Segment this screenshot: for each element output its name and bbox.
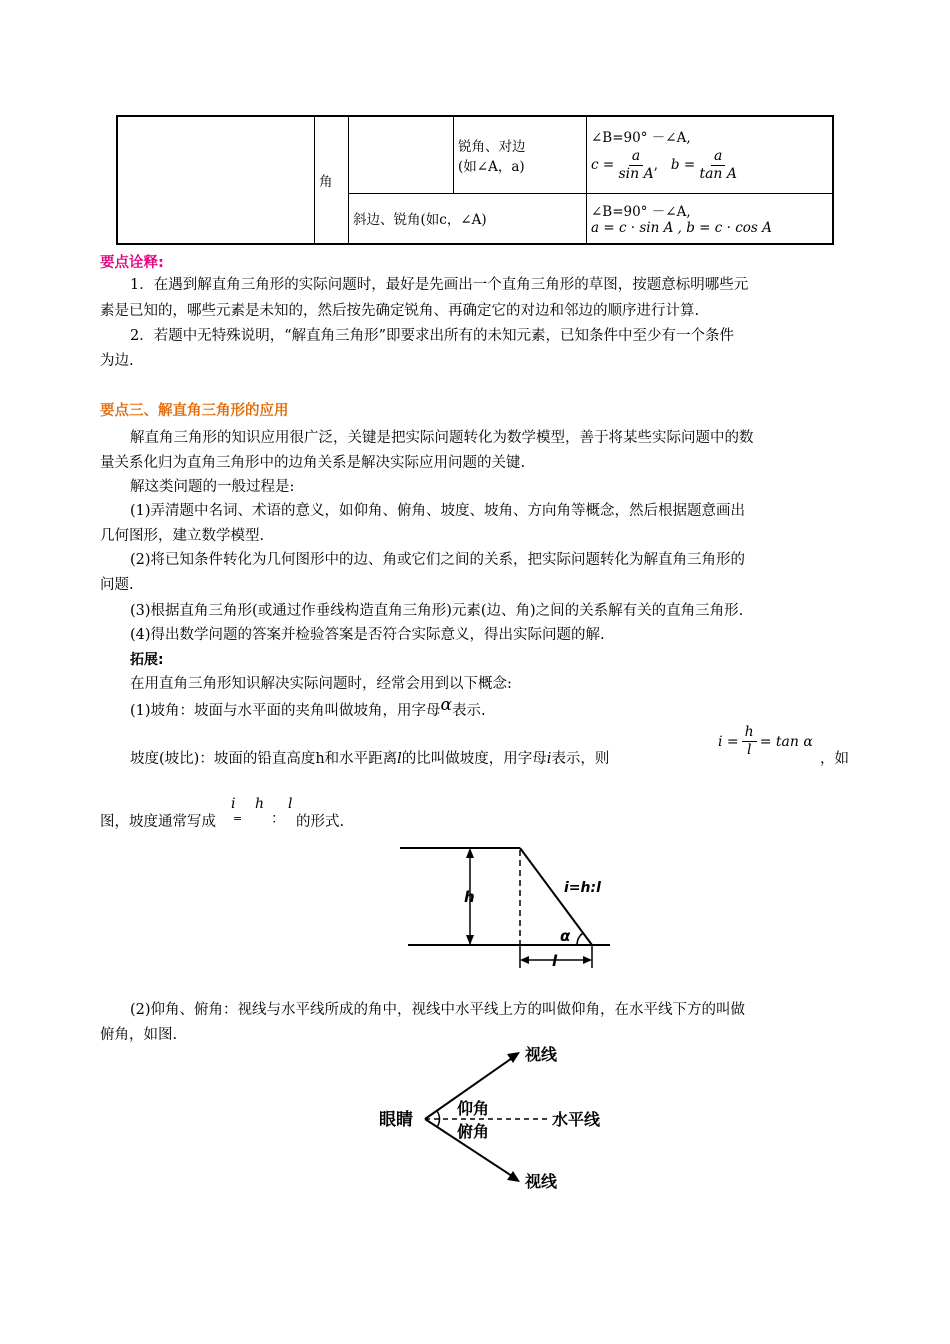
gradient-line2-text: 图，坡度通常写成	[100, 814, 216, 830]
ratio-l: l	[288, 796, 293, 812]
step3: (3)根据直角三角形(或通过作垂线构造直角三角形)元素(边、角)之间的关系解有关的直角三角形.	[130, 603, 744, 619]
row2-formula-line1: ∠B=90° －∠A,	[591, 204, 691, 221]
gradient-text-d: ，如	[820, 751, 849, 767]
row2-formula-line2: a = c · sin A , b = c · cos A	[591, 220, 772, 237]
elevation-line2: 俯角，如图.	[100, 1027, 178, 1043]
intro-line2: 量关系化归为直角三角形中的边角关系是解决实际应用问题的关键.	[100, 455, 526, 471]
formula-fraction	[742, 724, 757, 759]
formula-numerator: h	[742, 724, 757, 742]
sight-figure	[375, 1040, 625, 1200]
ratio-colon: ：	[271, 811, 285, 827]
c-denominator: sin A	[618, 166, 654, 183]
row2-condition-text: 斜边、锐角(如c，∠A)	[353, 212, 487, 229]
row1-condition-line1: 锐角、对边	[458, 138, 526, 155]
slope-figure	[400, 840, 620, 975]
sight-bottom-label: 视线	[525, 1172, 558, 1191]
depression-angle-label: 俯角	[457, 1122, 490, 1141]
gradient-l: l	[397, 751, 402, 767]
c-equals: c =	[591, 157, 615, 174]
notes-p2-line2: 为边.	[100, 353, 134, 369]
b-fraction	[699, 148, 737, 183]
b-equals: b =	[670, 157, 696, 174]
row1-formula	[587, 116, 834, 193]
gradient-line2	[100, 812, 216, 832]
gradient-text-a: 坡度(坡比)：坡面的铅直高度h和水平距离	[130, 751, 398, 767]
gradient-line2-end: 的形式.	[296, 814, 345, 830]
section3-heading: 要点三、解直角三角形的应用	[100, 403, 289, 419]
process-title: 解这类问题的一般过程是:	[130, 479, 295, 495]
ratio-i: i	[231, 796, 236, 812]
b-numerator: a	[711, 148, 725, 166]
step2-line1: (2)将已知条件转化为几何图形中的边、角或它们之间的关系，把实际问题转化为解直角三角形的	[130, 552, 746, 568]
formula-rhs: = tan α	[759, 733, 813, 750]
slope-h-label: h	[464, 888, 475, 906]
table-empty-cell	[117, 116, 315, 244]
horizontal-line-label: 水平线	[552, 1110, 601, 1129]
elevation-angle-label: 仰角	[457, 1099, 490, 1118]
intro-line1: 解直角三角形的知识应用很广泛，关键是把实际问题转化为数学模型，善于将某些实际问题中的数	[130, 430, 754, 446]
angle-label: 角	[319, 174, 333, 190]
c-numerator: a	[629, 148, 643, 166]
ratio-eq: =	[233, 812, 243, 825]
row2-formula	[587, 193, 834, 244]
alpha-symbol: α	[440, 695, 453, 715]
gradient-line1	[130, 749, 609, 769]
row2-condition	[349, 193, 587, 244]
slope-angle-end: 表示.	[452, 703, 486, 719]
formula-denominator: l	[746, 742, 752, 758]
table-empty-cell-2	[349, 116, 454, 193]
notes-p1-line2: 素是已知的，哪些元素是未知的，然后按先确定锐角、再确定它的对边和邻边的顺序进行计算.	[100, 303, 700, 319]
formula-comma: ,	[653, 157, 659, 174]
b-denominator: tan A	[699, 166, 737, 183]
step4: (4)得出数学问题的答案并检验答案是否符合实际意义，得出实际问题的解.	[130, 627, 605, 643]
gradient-text-c: 表示，则	[551, 751, 610, 767]
row1-formula-line2	[591, 148, 828, 183]
notes-p2-line1: 2．若题中无特殊说明，“解直角三角形”即要求出所有的未知元素，已知条件中至少有一个条件	[130, 328, 735, 344]
c-fraction	[618, 148, 653, 183]
notes-p1-line1: 1．在遇到解直角三角形的实际问题时，最好是先画出一个直角三角形的草图，按题意标明哪些元	[130, 277, 749, 293]
extension-intro: 在用直角三角形知识解决实际问题时，经常会用到以下概念:	[130, 676, 512, 692]
eye-label: 眼睛	[379, 1110, 413, 1130]
row1-condition-line2: (如∠A，a)	[458, 158, 525, 175]
step2-line2: 问题.	[100, 577, 134, 593]
extension-label: 拓展:	[130, 652, 164, 668]
row1-formula-line1: ∠B=90° －∠A,	[591, 130, 691, 147]
gradient-text-b: 的比叫做坡度，用字母	[401, 751, 547, 767]
table-angle-cell	[315, 116, 349, 244]
slope-angle-text: (1)坡角：坡面与水平面的夹角叫做坡角，用字母	[130, 703, 441, 719]
sight-top-label: 视线	[525, 1045, 558, 1064]
slope-ratio-label: i=h:l	[564, 880, 601, 896]
gradient-formula	[718, 724, 813, 759]
elevation-line1: (2)仰角、俯角：视线与水平线所成的角中，视线中水平线上方的叫做仰角，在水平线下方的叫做	[130, 1002, 746, 1018]
solution-table	[116, 115, 834, 245]
step1-line1: (1)弄清题中名词、术语的意义，如仰角、俯角、坡度、坡角、方向角等概念，然后根据题意画出	[130, 503, 746, 519]
slope-l-label: l	[552, 952, 558, 970]
step1-line2: 几何图形，建立数学模型.	[100, 528, 265, 544]
formula-i: i =	[718, 733, 739, 750]
slope-angle-line	[130, 695, 486, 721]
slope-alpha-label: α	[560, 927, 571, 945]
row1-condition	[454, 116, 587, 193]
ratio-h: h	[255, 796, 265, 812]
gradient-i: i	[546, 751, 552, 767]
notes-heading: 要点诠释:	[100, 255, 164, 271]
